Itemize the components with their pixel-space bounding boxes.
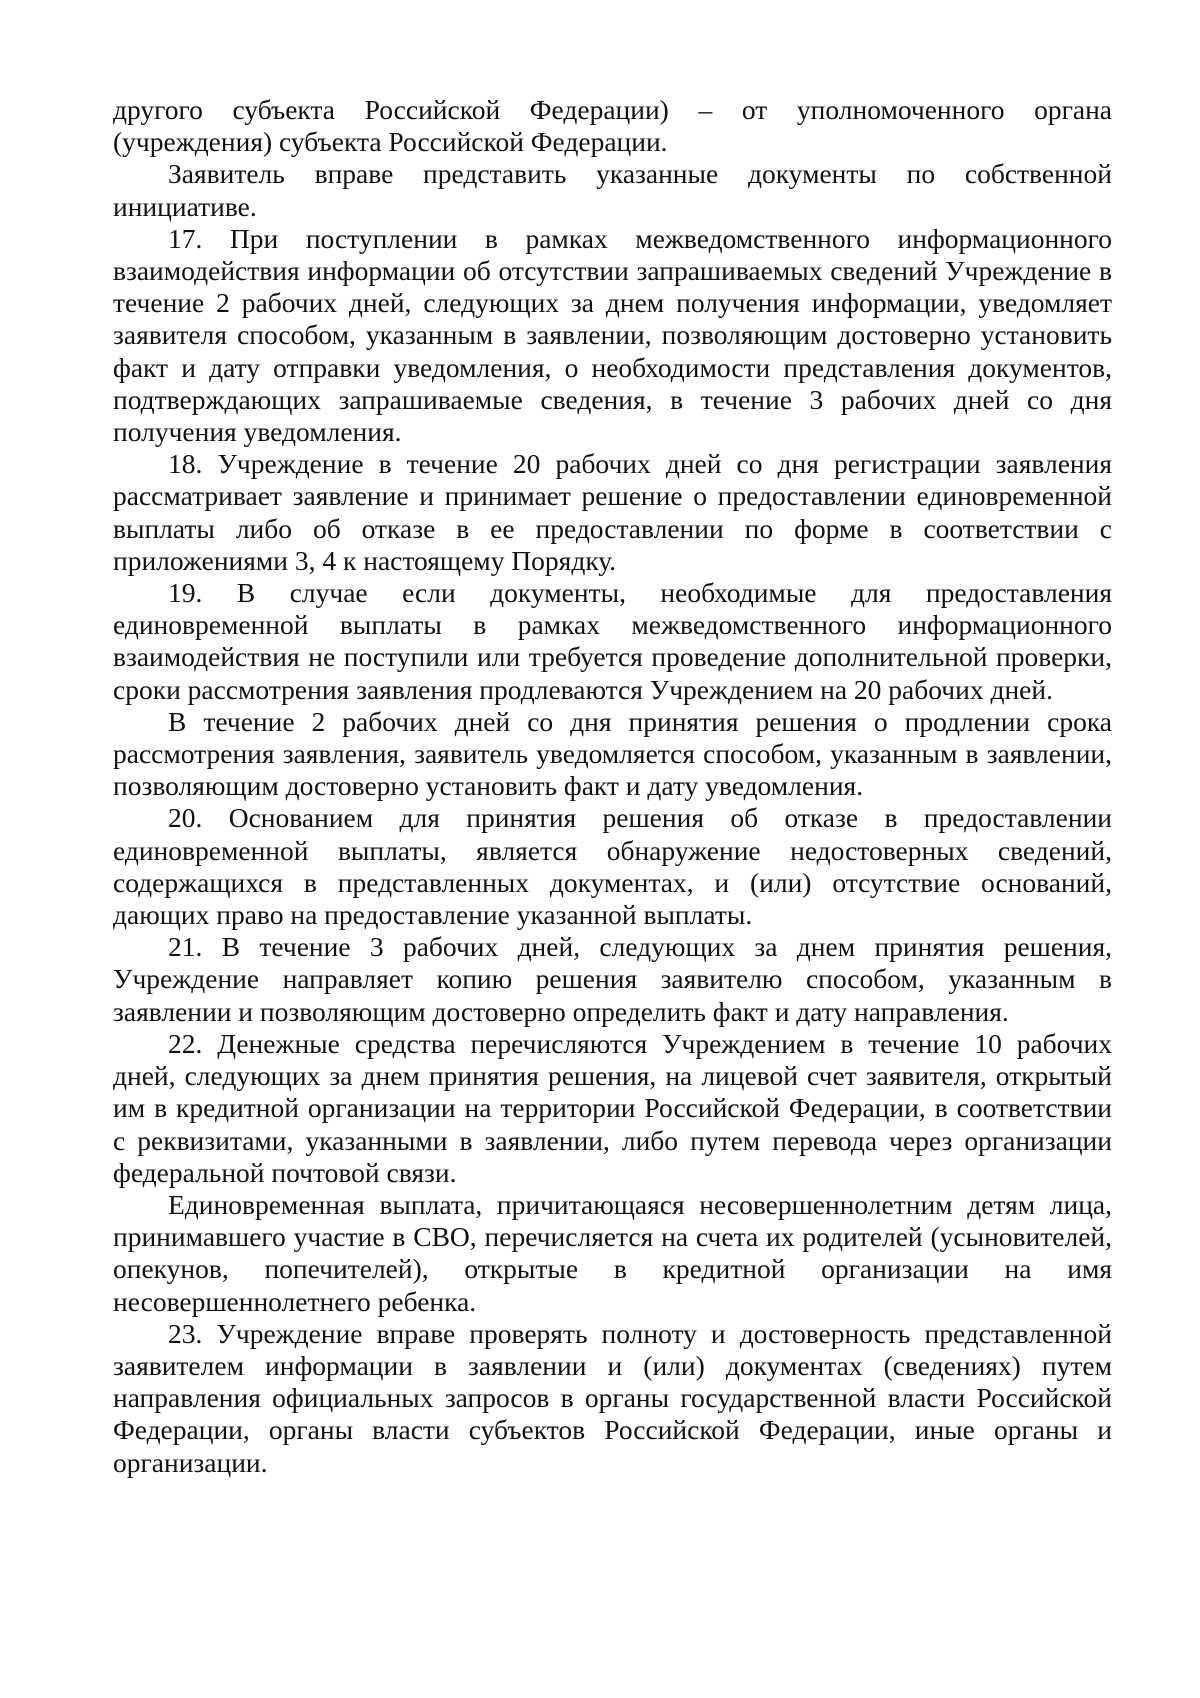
paragraph-item-21: 21. В течение 3 рабочих дней, следующих за днем принятия решения, Учреждение направляет копию решения заявителю способом, указанным в заявлении и позволяющим достоверно определить факт и дату направления. [113, 931, 1112, 1027]
paragraph-item-19: 19. В случае если документы, необходимые для предоставления единовременной выплаты в рамках межведомственного информационного взаимодействия не поступили или требуется проведение дополнительной проверки, сроки рассмотрения заявления продлеваются Учреждением на 20 рабочих дней. [113, 577, 1112, 705]
paragraph-extension-notice: В течение 2 рабочих дней со дня принятия решения о продлении срока рассмотрения заявления, заявитель уведомляется способом, указанным в заявлении, позволяющим достоверно установить факт и дату уведомления. [113, 705, 1112, 802]
paragraph-applicant-initiative: Заявитель вправе представить указанные документы по собственной инициативе. [113, 158, 1112, 222]
paragraph-item-22: 22. Денежные средства перечисляются Учреждением в течение 10 рабочих дней, следующих за днем принятия решения, на лицевой счет заявителя, открытый им в кредитной организации на территории Российской Федерации, в соответствии с реквизитами, указанными в заявлении, либо путем перевода через организации федеральной почтовой связи. [113, 1027, 1112, 1188]
paragraph-item-17: 17. При поступлении в рамках межведомственного информационного взаимодействия информации об отсутствии запрашиваемых сведений Учреждение в течение 2 рабочих дней, следующих за днем получения информации, уведомляет заявителя способом, указанным в заявлении, позволяющим достоверно установить факт и дату отправки уведомления, о необходимости представления документов, подтверждающих запрашиваемые сведения, в течение 3 рабочих дней со дня получения уведомления. [113, 222, 1112, 448]
paragraph-item-18: 18. Учреждение в течение 20 рабочих дней со дня регистрации заявления рассматривает заявление и принимает решение о предоставлении единовременной выплаты либо об отказе в ее предоставлении по форме в соответствии с приложениями 3, 4 к настоящему Порядку. [113, 448, 1112, 576]
paragraph-item-23: 23. Учреждение вправе проверять полноту и достоверность представленной заявителем информации в заявлении и (или) документах (сведениях) путем направления официальных запросов в органы государственной власти Российской Федерации, органы власти субъектов Российской Федерации, иные органы и организации. [113, 1317, 1112, 1478]
paragraph-minor-children-payment: Единовременная выплата, причитающаяся несовершеннолетним детям лица, принимавшего участие в СВО, перечисляется на счета их родителей (усыновителей, опекунов, попечителей), открытые в кредитной организации на имя несовершеннолетнего ребенка. [113, 1188, 1112, 1317]
paragraph-continuation: другого субъекта Российской Федерации) – от уполномоченного органа (учреждения) субъекта Российской Федерации. [113, 94, 1112, 158]
paragraph-item-20: 20. Основанием для принятия решения об отказе в предоставлении единовременной выплаты, является обнаружение недостоверных сведений, содержащихся в представленных документах, и (или) отсутствие оснований, дающих право на предоставление указанной выплаты. [113, 802, 1112, 931]
